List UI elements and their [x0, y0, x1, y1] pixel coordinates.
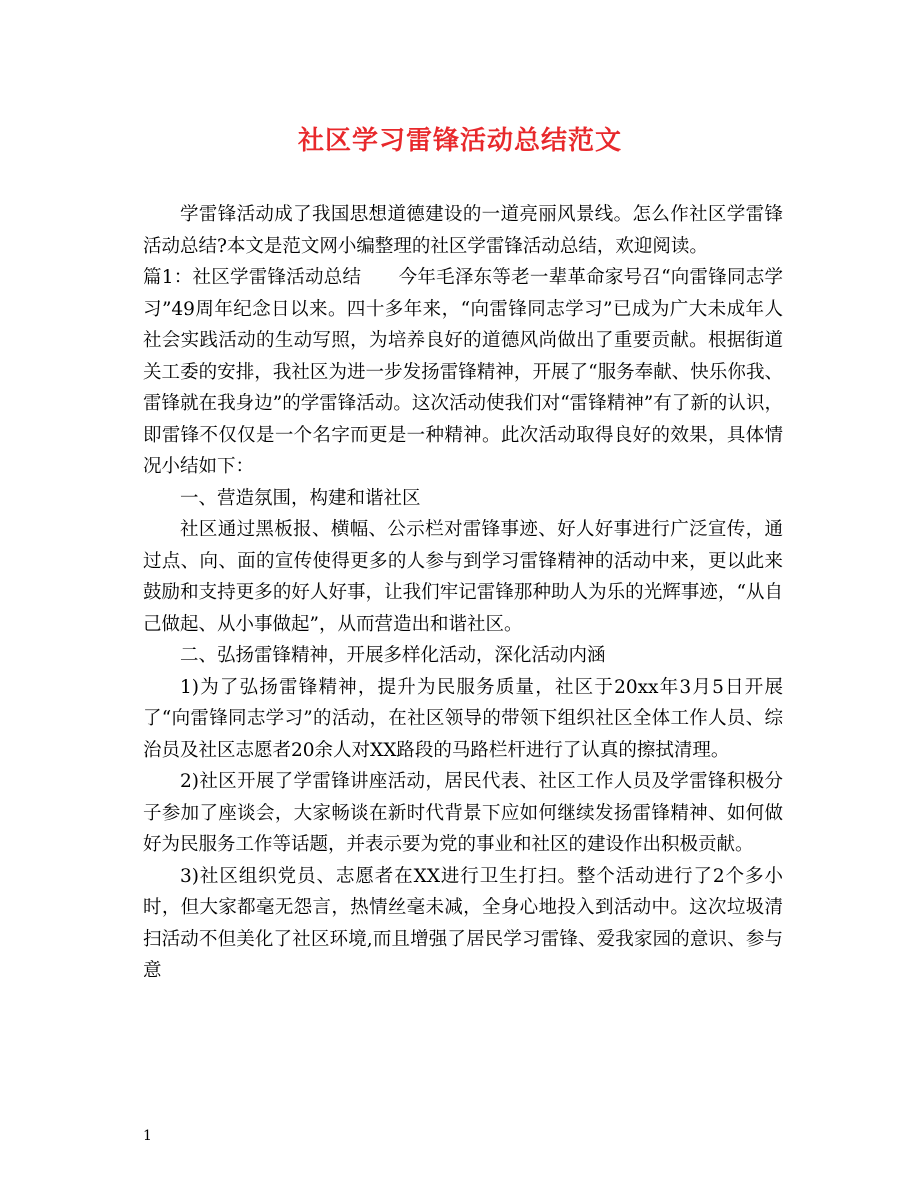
- page-number: 1: [143, 1128, 152, 1144]
- paragraph-part1: 篇1：社区学雷锋活动总结 今年毛泽东等老一辈革命家号召“向雷锋同志学习”49周年纪念日以来。四十多年来，“向雷锋同志学习”已成为广大未成年人社会实践活动的生动写照，为培养良好的道德风尚做出了重要贡献。根据街道关工委的安排，我社区为进一步发扬雷锋精神，开展了“服务奉献、快乐你我、雷锋就在我身边”的学雷锋活动。这次活动使我们对“雷锋精神”有了新的认识，即雷锋不仅仅是一个名字而更是一种精神。此次活动取得良好的效果，具体情况小结如下：: [143, 267, 783, 477]
- document-body: [143, 199, 783, 987]
- section-heading-2: 二、弘扬雷锋精神，开展多样化活动，深化活动内涵: [180, 645, 606, 666]
- paragraph-item-2: 2)社区开展了学雷锋讲座活动，居民代表、社区工作人员及学雷锋积极分子参加了座谈会，大家畅谈在新时代背景下应如何继续发扬雷锋精神、如何做好为民服务工作等话题，并表示要为党的事业和社区的建设作出积极贡献。: [143, 771, 783, 855]
- document-title: 社区学习雷锋活动总结范文: [297, 126, 622, 156]
- paragraph-intro: 学雷锋活动成了我国思想道德建设的一道亮丽风景线。怎么作社区学雷锋活动总结?本文是范文网小编整理的社区学雷锋活动总结，欢迎阅读。: [143, 204, 783, 257]
- paragraph-section1: 社区通过黑板报、横幅、公示栏对雷锋事迹、好人好事进行广泛宣传，通过点、向、面的宣传使得更多的人参与到学习雷锋精神的活动中来，更以此来鼓励和支持更多的好人好事，让我们牢记雷锋那种助人为乐的光辉事迹，“从自己做起、从小事做起”，从而营造出和谐社区。: [143, 519, 783, 635]
- paragraph-item-1: 1)为了弘扬雷锋精神，提升为民服务质量，社区于20xx年3月5日开展了“向雷锋同志学习”的活动，在社区领导的带领下组织社区全体工作人员、综治员及社区志愿者20余人对XX路段的马路栏杆进行了认真的擦拭清理。: [143, 676, 783, 761]
- section-heading-1: 一、营造氛围，构建和谐社区: [180, 487, 421, 509]
- paragraph-item-3: 3)社区组织党员、志愿者在XX进行卫生打扫。整个活动进行了2个多小时，但大家都毫无怨言，热情丝毫未减，全身心地投入到活动中。这次垃圾清扫活动不但美化了社区环境,而且增强了居民学习雷锋、爱我家园的意识、参与意: [143, 865, 783, 981]
